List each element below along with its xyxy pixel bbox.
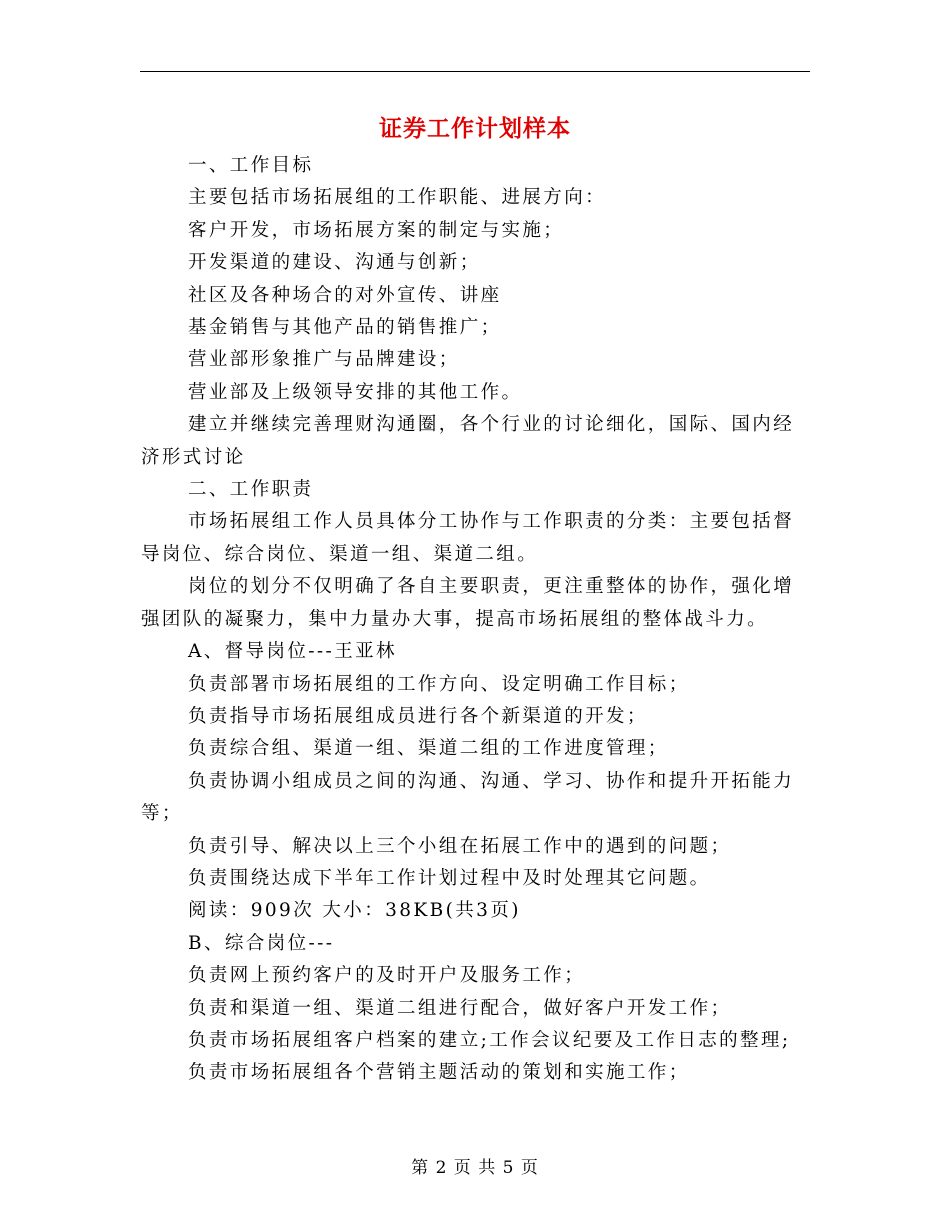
body-paragraph: 负责部署市场拓展组的工作方向、设定明确工作目标；	[188, 673, 690, 695]
body-paragraph: 客户开发，市场拓展方案的制定与实施；	[188, 219, 565, 241]
section-heading-duties: 二、工作职责	[188, 479, 314, 501]
body-paragraph: 社区及各种场合的对外宣传、讲座	[188, 284, 502, 306]
body-paragraph: 主要包括市场拓展组的工作职能、进展方向：	[188, 187, 607, 209]
body-paragraph: 基金销售与其他产品的销售推广；	[188, 317, 502, 339]
body-paragraph: 开发渠道的建设、沟通与创新；	[188, 252, 481, 274]
body-paragraph: 营业部及上级领导安排的其他工作。	[188, 381, 523, 403]
body-paragraph: 负责引导、解决以上三个小组在拓展工作中的遇到的问题；	[188, 835, 732, 857]
subsection-heading-supervisor: A、督导岗位---王亚林	[188, 641, 397, 663]
body-paragraph: 负责和渠道一组、渠道二组进行配合，做好客户开发工作；	[188, 997, 732, 1019]
body-paragraph: 负责指导市场拓展组成员进行各个新渠道的开发；	[188, 705, 648, 727]
body-paragraph: 市场拓展组工作人员具体分工协作与工作职责的分类：主要包括督导岗位、综合岗位、渠道一组、渠道二组。	[141, 511, 795, 565]
body-paragraph: 负责围绕达成下半年工作计划过程中及时处理其它问题。	[188, 867, 711, 889]
body-paragraph: 营业部形象推广与品牌建设；	[188, 349, 460, 371]
document-title: 证券工作计划样本	[379, 116, 571, 142]
read-count-line: 阅读：909次 大小：38KB(共3页)	[188, 900, 521, 922]
header-rule	[140, 71, 810, 72]
body-paragraph: 负责综合组、渠道一组、渠道二组的工作进度管理；	[188, 738, 669, 760]
body-paragraph: 岗位的划分不仅明确了各自主要职责，更注重整体的协作，强化增强团队的凝聚力，集中力量办大事，提高市场拓展组的整体战斗力。	[141, 576, 795, 630]
body-paragraph: 负责协调小组成员之间的沟通、沟通、学习、协作和提升开拓能力等；	[141, 770, 795, 825]
subsection-heading-general: B、综合岗位---	[188, 932, 335, 954]
document-body	[141, 150, 801, 1090]
body-paragraph: 建立并继续完善理财沟通圈，各个行业的讨论细化，国际、国内经济形式讨论	[141, 414, 795, 468]
section-heading-goals: 一、工作目标	[188, 155, 314, 176]
body-paragraph: 负责市场拓展组各个营销主题活动的策划和实施工作；	[188, 1062, 690, 1084]
body-paragraph: 负责网上预约客户的及时开户及服务工作；	[188, 965, 586, 987]
page-number-footer: 第 2 页 共 5 页	[411, 1158, 539, 1178]
body-paragraph: 负责市场拓展组客户档案的建立;工作会议纪要及工作日志的整理;	[188, 1029, 791, 1051]
